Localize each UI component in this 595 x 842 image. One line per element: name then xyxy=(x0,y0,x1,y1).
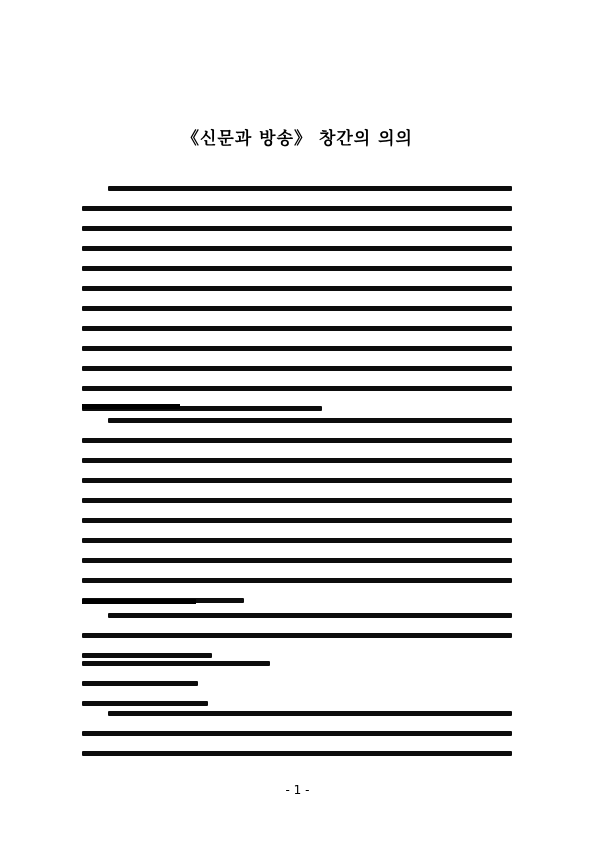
text-line xyxy=(82,478,512,483)
text-line xyxy=(82,266,512,271)
text-line xyxy=(82,206,512,211)
text-line xyxy=(82,386,512,391)
text-line xyxy=(82,286,512,291)
text-line xyxy=(82,653,212,658)
text-line xyxy=(108,613,512,618)
text-line xyxy=(82,538,512,543)
paragraph-2 xyxy=(82,418,512,618)
text-line xyxy=(108,711,512,716)
text-line xyxy=(82,306,512,311)
text-line xyxy=(82,366,512,371)
text-line xyxy=(82,731,512,736)
text-line xyxy=(82,558,512,563)
text-line xyxy=(82,633,512,638)
paragraph-4 xyxy=(82,711,512,771)
text-line xyxy=(82,578,512,583)
text-line xyxy=(82,438,512,443)
text-line xyxy=(82,498,512,503)
text-line xyxy=(82,246,512,251)
heading-line xyxy=(82,599,196,604)
list-item xyxy=(82,681,198,686)
list-item xyxy=(82,661,270,666)
list-item xyxy=(82,701,208,706)
page-number: - 1 - xyxy=(285,783,310,797)
text-line xyxy=(82,326,512,331)
paragraph-1 xyxy=(82,186,512,426)
text-line xyxy=(82,226,512,231)
page-title: 《신문과 방송》 창간의 의의 xyxy=(182,129,413,149)
text-line xyxy=(82,346,512,351)
text-line xyxy=(108,186,512,191)
text-line xyxy=(108,418,512,423)
heading-line xyxy=(82,404,180,409)
text-line xyxy=(82,751,512,756)
text-line xyxy=(82,518,512,523)
text-line xyxy=(82,458,512,463)
